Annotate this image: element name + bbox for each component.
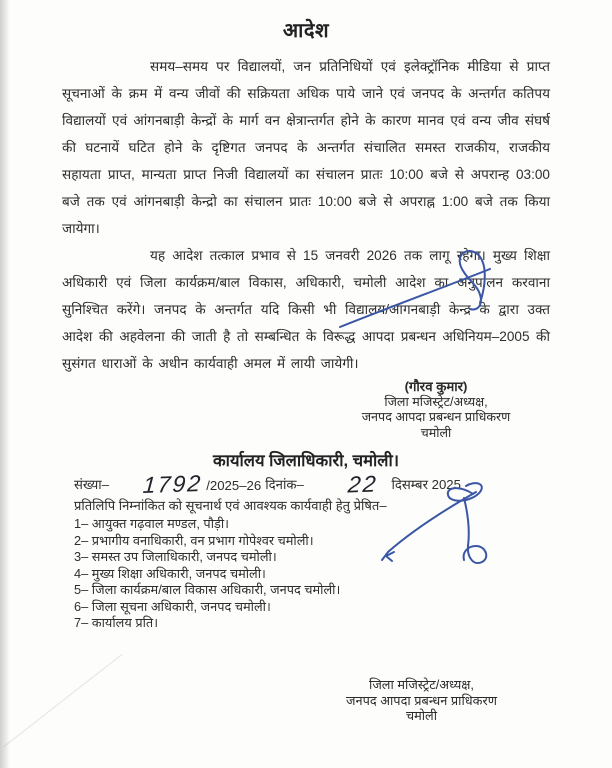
signatory-district: चमोली bbox=[405, 708, 438, 723]
order-paragraph-1: समय–समय पर विद्यालयों, जन प्रतिनिधियों एवं इलेक्ट्रॉनिक मीडिया से प्राप्त सूचनाओं के क्रम में वन्य जीवों की सक्रियता अधिक पाये जाने एवं जनपद के अन्तर्गत कतिपय विद्यालयों एवं आंगनबाड़ी केन्द्रों के मार्ग वन क्षेत्रान्तर्गत होने के कारण मानव एवं वन्य जीव संघर्ष की घटनायें घटित होने के दृष्टिगत जनपद के अन्तर्गत संचालित समस्त राजकीय, राजकीय सहायता प्राप्त, मान्यता प्राप्त निजी विद्यालयों का संचालन प्रातः 10:00 बजे से अपरान्ह 03:00 बजे तक एवं आंगनबाड़ी केन्द्रो का संचालन प्रातः 10:00 बजे से अपराह्न 1:00 बजे तक किया जायेगा। bbox=[62, 59, 550, 236]
recipient-item: 3– समस्त उप जिलाधिकारी, जनपद चमोली। bbox=[74, 549, 277, 564]
scan-edge-shadow bbox=[0, 0, 10, 768]
recipient-item: 6– जिला सूचना अधिकारी, जनपद चमोली। bbox=[74, 598, 271, 614]
office-heading: कार्यालय जिलाधिकारी, चमोली। bbox=[213, 452, 399, 470]
signatory-district: चमोली bbox=[420, 425, 452, 440]
copy-distribution-line: प्रतिलिपि निम्नांकित को सूचनार्थ एवं आवश्यक कार्यवाही हेतु प्रेषित– bbox=[74, 498, 387, 513]
date-label: दिनांक– bbox=[265, 477, 304, 492]
signatory-name: (गौरव कुमार) bbox=[404, 379, 468, 394]
reference-number-line bbox=[74, 469, 550, 499]
handwritten-date: 22 bbox=[346, 470, 379, 498]
signatory-designation: जिला मजिस्ट्रेट/अध्यक्ष, bbox=[384, 394, 488, 409]
signatory-designation: जिला मजिस्ट्रेट/अध्यक्ष, bbox=[369, 677, 474, 692]
number-suffix: /2025–26 bbox=[206, 478, 262, 493]
recipient-item: 4– मुख्य शिक्षा अधिकारी, जनपद चमोली। bbox=[74, 565, 266, 581]
signature-block-2 bbox=[309, 677, 534, 724]
recipient-item: 2– प्रभागीय वनाधिकारी, वन प्रभाग गोपेश्वर चमोली। bbox=[74, 532, 314, 548]
handwritten-number: 1792 bbox=[142, 469, 204, 499]
date-suffix: दिसम्बर 2025 bbox=[391, 477, 461, 492]
document-title: आदेश bbox=[282, 20, 330, 42]
recipient-item: 5– जिला कार्यक्रम/बाल विकास अधिकारी, जनपद चमोली। bbox=[74, 582, 341, 597]
recipient-item: 7– कार्यालय प्रति। bbox=[74, 615, 159, 630]
signatory-authority: जनपद आपदा प्रबन्धन प्राधिकरण bbox=[361, 410, 511, 424]
recipient-item: 1– आयुक्त गढ़वाल मण्डल, पौड़ी। bbox=[74, 516, 230, 531]
document-body bbox=[62, 16, 550, 724]
recipients-list bbox=[74, 516, 550, 631]
signatory-authority: जनपद आपदा प्रबन्धन प्राधिकरण bbox=[346, 692, 497, 708]
number-label: संख्या– bbox=[74, 477, 110, 492]
signature-block-1 bbox=[326, 379, 546, 441]
order-paragraph-2: यह आदेश तत्काल प्रभाव से 15 जनवरी 2026 तक लागू रहेगा। मुख्य शिक्षा अधिकारी एवं जिला कार्यक्रम/बाल विकास, अधिकारी, चमोली आदेश का अनुपालन करवाना सुनिश्चित करेंगे। जनपद के अन्तर्गत यदि किसी भी विद्यालय/आंगनबाड़ी केन्द्र के द्वारा उक्त आदेश की अहवेलना की जाती है तो सम्बन्धित के विरूद्ध आपदा प्रबन्धन अधिनियम–2005 की सुसंगत धाराओं के अधीन कार्यवाही अमल में लायी जायेगी। bbox=[62, 248, 550, 371]
